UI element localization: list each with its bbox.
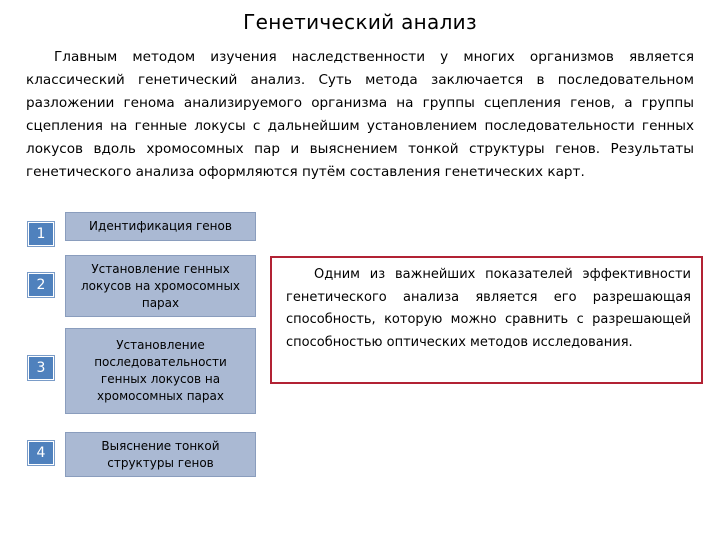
- step-box-1: Идентификация генов: [65, 212, 256, 241]
- step-number-2: 2: [28, 273, 54, 297]
- step-number-3: 3: [28, 356, 54, 380]
- resolution-note: Одним из важнейших показателей эффективности генетического анализа является его разрешающая способность, которую можно сравнить с разрешающей способностью оптических методов исследования.: [270, 256, 703, 384]
- step-number-4: 4: [28, 441, 54, 465]
- intro-paragraph: Главным методом изучения наследственности у многих организмов является классический генетический анализ. Суть метода заключается в последовательном разложении генома анализируемого организма на группы сцепления генов, а группы сцепления на генные локусы с дальнейшим установлением последовательности генных локусов вдоль хромосомных пар и выяснением тонкой структуры генов. Результаты генетического анализа оформляются путём составления генетических карт.: [26, 49, 694, 180]
- step-box-2: Установление генных локусов на хромосомных парах: [65, 255, 256, 317]
- step-box-3: Установление последовательности генных локусов на хромосомных парах: [65, 328, 256, 414]
- step-number-1: 1: [28, 222, 54, 246]
- step-box-4: Выяснение тонкой структуры генов: [65, 432, 256, 477]
- page-title: Генетический анализ: [243, 10, 477, 34]
